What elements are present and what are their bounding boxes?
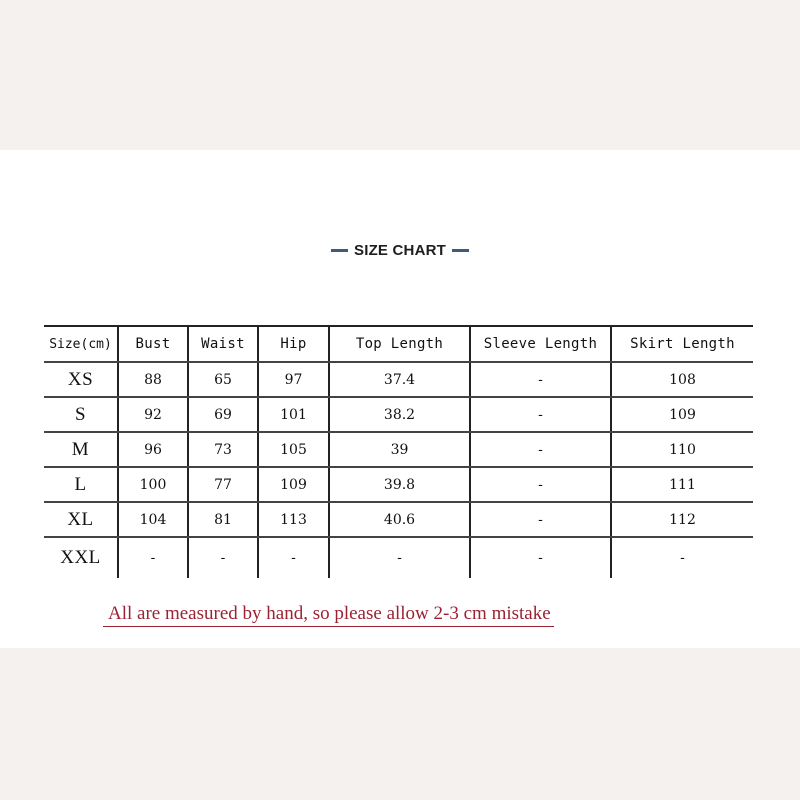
sleeve-length-cell: - [470,537,611,578]
sleeve-length-cell: - [470,432,611,467]
table-row [44,362,753,397]
size-cell: S [44,397,118,432]
hip-cell: 113 [258,502,329,537]
bust-cell: 88 [118,362,188,397]
sleeve-length-cell: - [470,467,611,502]
hip-cell: 97 [258,362,329,397]
hip-cell: 105 [258,432,329,467]
skirt-length-cell: - [611,537,753,578]
bust-cell: 100 [118,467,188,502]
sleeve-length-cell: - [470,362,611,397]
bust-cell: 96 [118,432,188,467]
size-chart-title [0,242,800,259]
waist-cell: 77 [188,467,258,502]
header-top-length: Top Length [329,326,470,362]
top-length-cell: 38.2 [329,397,470,432]
waist-cell: 69 [188,397,258,432]
top-length-cell: 40.6 [329,502,470,537]
table-row [44,397,753,432]
top-length-cell: 39.8 [329,467,470,502]
title-dash-right [452,249,469,252]
skirt-length-cell: 112 [611,502,753,537]
top-length-cell: - [329,537,470,578]
size-cell: M [44,432,118,467]
header-sleeve-length: Sleeve Length [470,326,611,362]
waist-cell: 73 [188,432,258,467]
sleeve-length-cell: - [470,397,611,432]
bust-cell: 92 [118,397,188,432]
table-row [44,502,753,537]
header-skirt-length: Skirt Length [611,326,753,362]
skirt-length-cell: 109 [611,397,753,432]
table-row [44,467,753,502]
measurement-note: All are measured by hand, so please allow 2-3 cm mistake [103,603,554,627]
waist-cell: 81 [188,502,258,537]
table-header-row [44,326,753,362]
sleeve-length-cell: - [470,502,611,537]
hip-cell: 101 [258,397,329,432]
size-cell: XS [44,362,118,397]
hip-cell: 109 [258,467,329,502]
title-text: SIZE CHART [354,242,446,259]
size-cell: L [44,467,118,502]
hip-cell: - [258,537,329,578]
waist-cell: - [188,537,258,578]
size-cell: XXL [60,547,101,568]
skirt-length-cell: 108 [611,362,753,397]
header-size: Size(cm) [44,326,118,362]
skirt-length-cell: 110 [611,432,753,467]
bust-cell: 104 [118,502,188,537]
size-cell: XL [44,502,118,537]
table-row [44,432,753,467]
header-waist: Waist [188,326,258,362]
bust-cell: - [118,537,188,578]
header-bust: Bust [118,326,188,362]
table-row [44,537,753,578]
header-hip: Hip [258,326,329,362]
size-table [44,325,753,578]
top-length-cell: 39 [329,432,470,467]
title-dash-left [331,249,348,252]
top-length-cell: 37.4 [329,362,470,397]
skirt-length-cell: 111 [611,467,753,502]
waist-cell: 65 [188,362,258,397]
